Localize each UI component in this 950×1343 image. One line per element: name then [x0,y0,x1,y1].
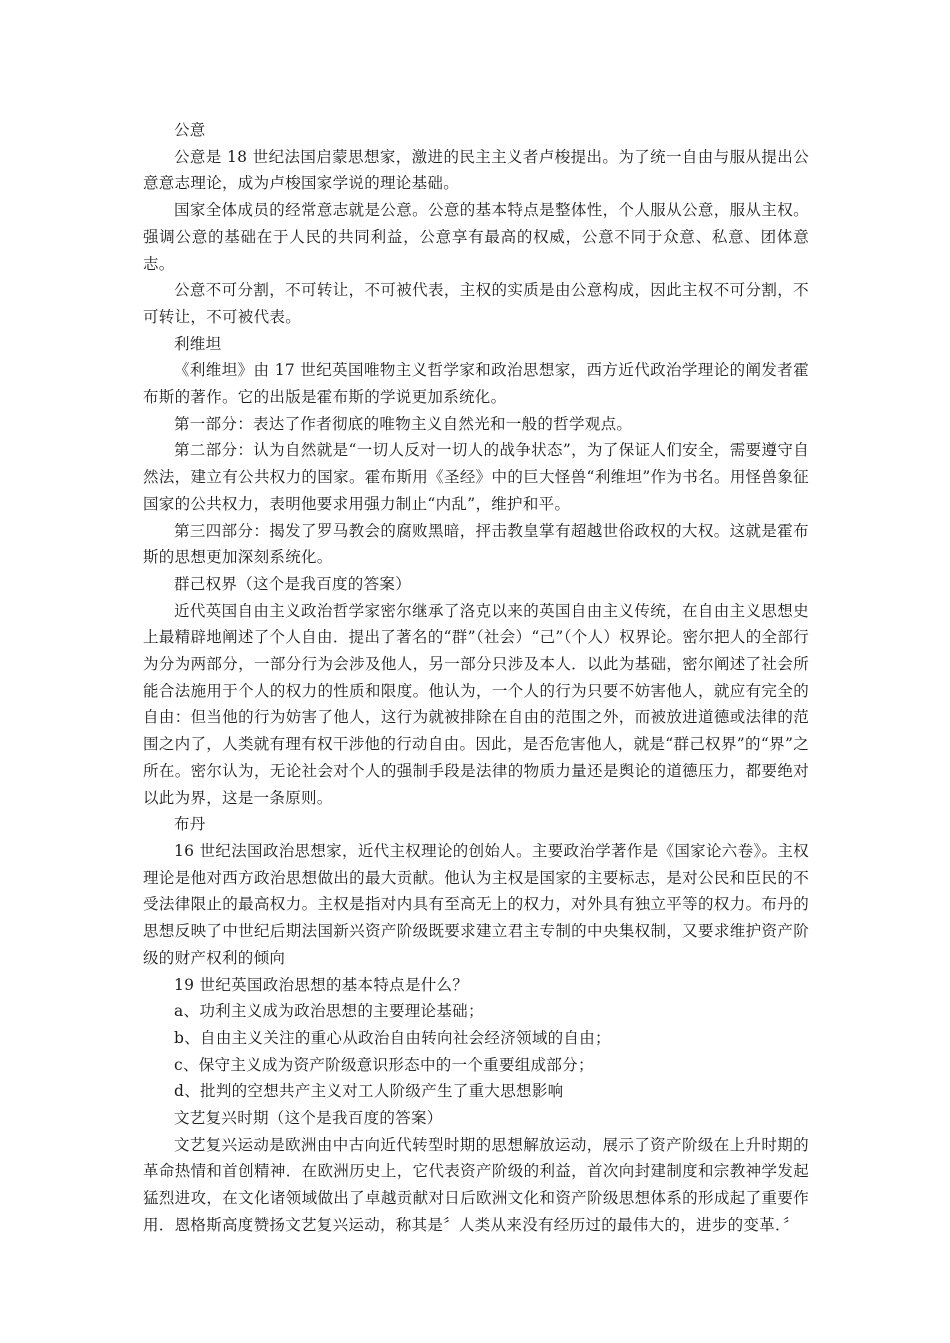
list-item: c、保守主义成为资产阶级意识形态中的一个重要组成部分； [174,1055,594,1074]
paragraph: 公意是 18 世纪法国启蒙思想家，激进的民主主义者卢梭提出。为了统一自由与服从提出公意意志理论，成为卢梭国家学说的理论基础。 [143,147,809,193]
section-title-qunji-quanjie: 群己权界（这个是我百度的答案） [174,574,412,593]
section-title-leviathan: 利维坦 [174,334,222,353]
document-body [143,117,809,1239]
section-title-renaissance: 文艺复兴时期（这个是我百度的答案） [174,1109,443,1128]
section-title-gongyi: 公意 [174,121,206,139]
paragraph: 第三四部分：揭发了罗马教会的腐败黑暗，抨击教皇掌有超越世俗政权的大权。这就是霍布斯的思想更加深刻系统化。 [143,521,809,567]
section-title-19th-century: 19 世纪英国政治思想的基本特点是什么？ [174,975,469,994]
paragraph: 近代英国自由主义政治哲学家密尔继承了洛克以来的英国自由主义传统，在自由主义思想史上最精辟地阐述了个人自由．提出了著名的“群”（社会）“己”（个人）权界论。密尔把人的全部行为分为两部分，一部分行为会涉及他人，另一部分只涉及本人．以此为基础，密尔阐述了社会所能合法施用于个人的权力的性质和限度。他认为，一个人的行为只要不妨害他人，就应有完全的自由：但当他的行为妨害了他人，这行为就被排除在自由的范围之外，而被放进道德或法律的范围之内了，人类就有理有权干涉他的行动自由。因此，是否危害他人，就是“群己权界”的“界”之所在。密尔认为，无论社会对个人的强制手段是法律的物质力量还是舆论的道德压力，都要绝对以此为界，这是一条原则。 [143,601,809,807]
paragraph: 国家全体成员的经常意志就是公意。公意的基本特点是整体性，个人服从公意，服从主权。强调公意的基础在于人民的共同利益，公意享有最高的权威，公意不同于众意、私意、团体意志。 [143,201,809,273]
list-item: b、自由主义关注的重心从政治自由转向社会经济领域的自由； [174,1028,611,1047]
paragraph: 第一部分：表达了作者彻底的唯物主义自然光和一般的哲学观点。 [174,414,633,433]
section-title-bodin: 布丹 [174,815,206,834]
paragraph: 文艺复兴运动是欧洲由中古向近代转型时期的思想解放运动，展示了资产阶级在上升时期的革命热情和首创精神．在欧洲历史上，它代表资产阶级的利益，首次向封建制度和宗教神学发起猛烈进攻，在文化诸领域做出了卓越贡献对日后欧洲文化和资产阶级思想体系的形成起了重要作用．恩格斯高度赞扬文艺复兴运动，称其是〞人类从来没有经历过的最伟大的，进步的变革．〞 [143,1135,809,1234]
paragraph: 公意不可分割，不可转让，不可被代表，主权的实质是由公意构成，因此主权不可分割，不可转让，不可被代表。 [143,281,809,326]
paragraph: 第二部分：认为自然就是“一切人反对一切人的战争状态”，为了保证人们安全，需要遵守自然法，建立有公共权力的国家。霍布斯用《圣经》中的巨大怪兽“利维坦”作为书名。用怪兽象征国家的公共权力，表明他要求用强力制止“内乱”，维护和平。 [143,441,809,513]
list-item: d、批判的空想共产主义对工人阶级产生了重大思想影响 [174,1082,564,1101]
list-item: a、功利主义成为政治思想的主要理论基础； [174,1002,484,1021]
paragraph: 《利维坦》由 17 世纪英国唯物主义哲学家和政治思想家，西方近代政治学理论的阐发者霍布斯的著作。它的出版是霍布斯的学说更加系统化。 [143,361,809,407]
paragraph: 16 世纪法国政治思想家，近代主权理论的创始人。主要政治学著作是《国家论六卷》。主权理论是他对西方政治思想做出的最大贡献。他认为主权是国家的主要标志，是对公民和臣民的不受法律限止的最高权力。主权是指对内具有至高无上的权力，对外具有独立平等的权力。布丹的思想反映了中世纪后期法国新兴资产阶级既要求建立君主专制的中央集权制，又要求维护资产阶级的财产权利的倾向 [143,841,809,967]
